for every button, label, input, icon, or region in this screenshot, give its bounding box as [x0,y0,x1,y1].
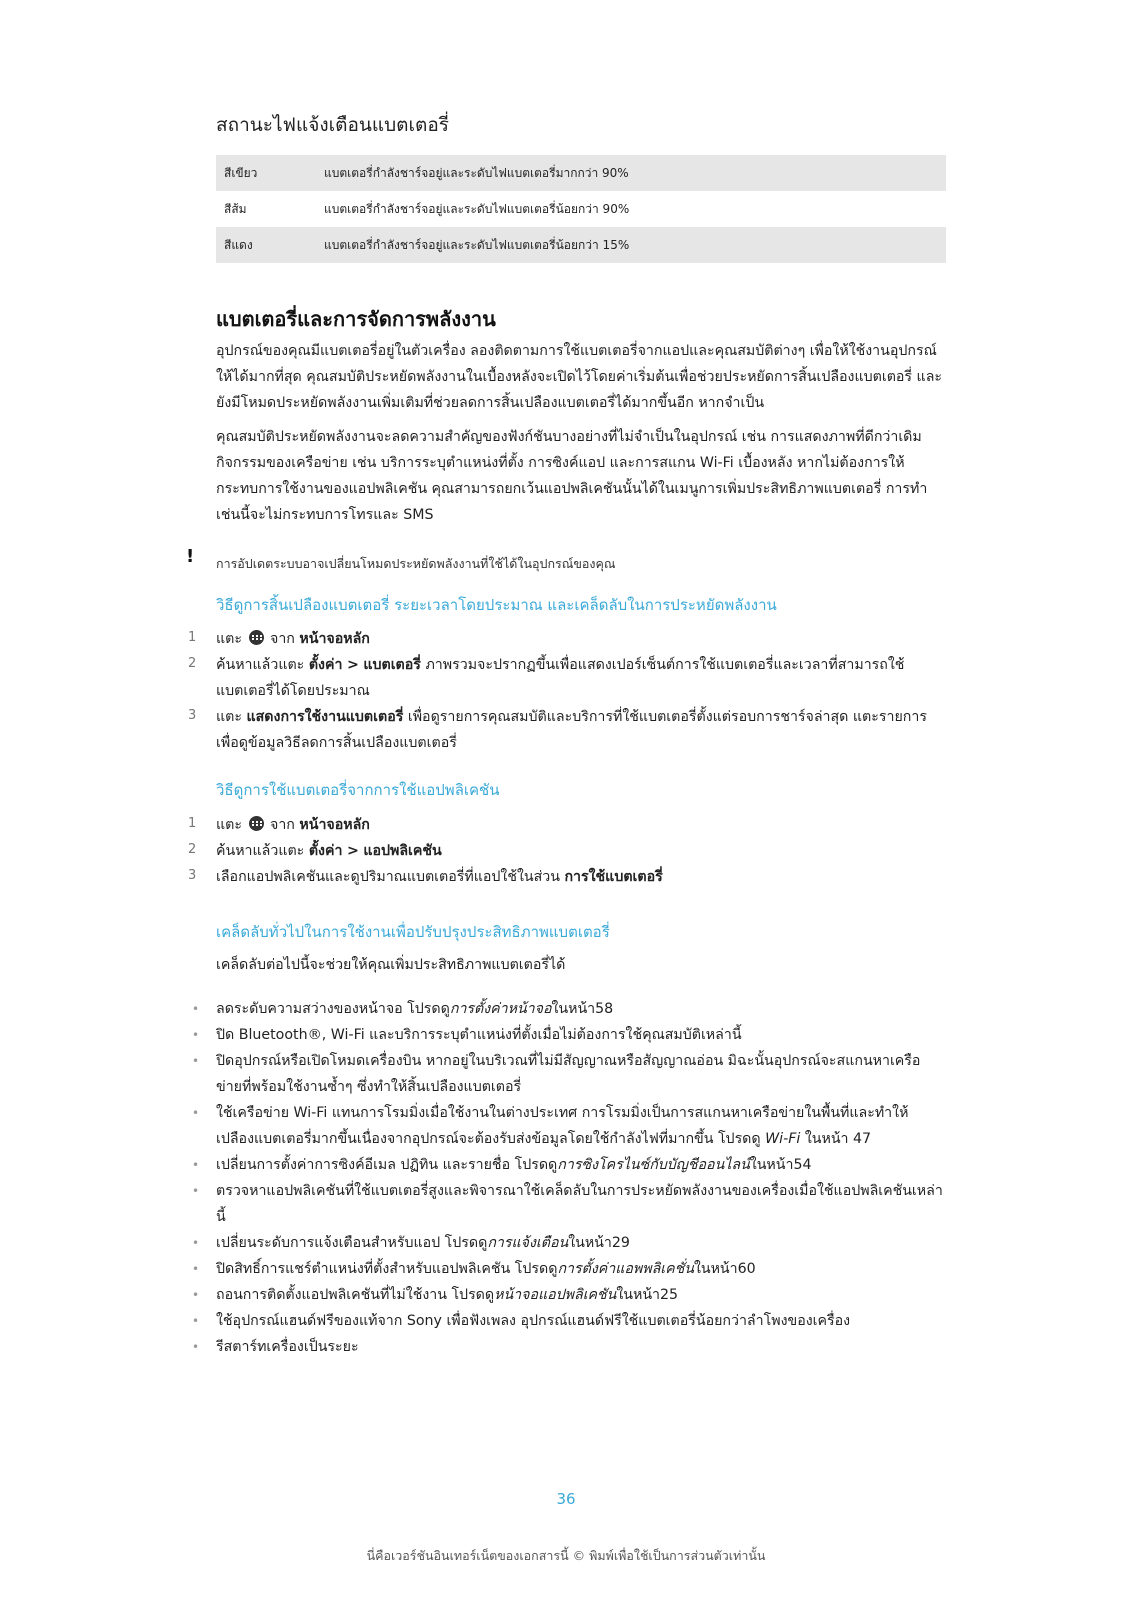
status-description: แบตเตอรี่กำลังชาร์จอยู่และระดับไฟแบตเตอรี่มากกว่า 90% [316,155,946,191]
footer-note: นี่คือเวอร์ชันอินเทอร์เน็ตของเอกสารนี้ © พิมพ์เพื่อใช้เป็นการส่วนตัวเท่านั้น [366,1548,766,1563]
subheading-battery-consumption: วิธีดูการสิ้นเปลืองแบตเตอรี่ ระยะเวลาโดยประมาณ และเคล็ดลับในการประหยัดพลังงาน [216,596,777,614]
status-color: สีแดง [216,227,316,263]
intro-paragraph: อุปกรณ์ของคุณมีแบตเตอรี่อยู่ในตัวเครื่อง ลองติดตามการใช้แบตเตอรี่จากแอปและคุณสมบัติต่างๆ เพื่อให้ใช้งานอุปกรณ์ให้ได้มากที่สุด คุณสมบัติประหยัดพลังงานในเบื้องหลังจะเปิดไว้โดยค่าเริ่มต้นเพื่อช่วยประหยัดการสิ้นเปลืองแบตเตอรี่ และยังมีโหมดประหยัดพลังงานเพิ่มเติมที่ช่วยลดการสิ้นเปลืองแบตเตอรี่ได้มากขึ้นอีก หากจำเป็น [216,343,943,411]
step-item: เลือกแอปพลิเคชันและดูปริมาณแบตเตอรี่ที่แอปใช้ในส่วน การใช้แบตเตอรี่ [216,869,663,885]
section-title: สถานะไฟแจ้งเตือนแบตเตอรี่ [216,114,449,136]
ui-label: ตั้งค่า [308,657,343,673]
apps-grid-icon [249,630,264,645]
list-item: • ถอนการติดตั้งแอปพลิเคชันที่ไม่ใช้งาน โปรดดูหน้าจอแอปพลิเคชันในหน้า25 [216,1282,946,1308]
ui-label: ตั้งค่า [308,843,343,859]
list-item: • ลดระดับความสว่างของหน้าจอ โปรดดูการตั้งค่าหน้าจอในหน้า58 [216,996,946,1022]
step-number: 3 [188,868,197,883]
step-number: 2 [188,656,197,671]
cross-reference-link[interactable]: การตั้งค่าหน้าจอ [449,1001,552,1017]
exclamation-icon: ! [186,546,195,567]
battery-status-table [216,155,946,263]
step-item: แตะ จาก หน้าจอหลัก [216,631,370,647]
tips-list [216,996,946,1360]
list-item: • ปิด Bluetooth®, Wi-Fi และบริการระบุตำแหน่งที่ตั้งเมื่อไม่ต้องการใช้คุณสมบัติเหล่านี้ [216,1022,946,1048]
status-description: แบตเตอรี่กำลังชาร์จอยู่และระดับไฟแบตเตอรี่น้อยกว่า 15% [316,227,946,263]
ui-label: หน้าจอหลัก [299,631,370,647]
stamina-paragraph: คุณสมบัติประหยัดพลังงานจะลดความสำคัญของฟังก์ชันบางอย่างที่ไม่จำเป็นในอุปกรณ์ เช่น การแสดงภาพที่ดีกว่าเดิม กิจกรรมของเครือข่าย เช่น บริการระบุตำแหน่งที่ตั้ง การซิงค์แอป และการสแกน Wi-Fi เบื้องหลัง หากไม่ต้องการให้กระทบการใช้งานของแอปพลิเคชัน คุณสามารถยกเว้นแอปพลิเคชันนั้นได้ในเมนูการเพิ่มประสิทธิภาพแบตเตอรี่ การทำเช่นนี้จะไม่กระทบการโทรและ SMS [216,429,928,523]
cross-reference-link[interactable]: การแจ้งเตือน [487,1235,569,1251]
cross-reference-link[interactable]: หน้าจอแอปพลิเคชัน [494,1287,617,1303]
note-text: การอัปเดตระบบอาจเปลี่ยนโหมดประหยัดพลังงานที่ใช้ได้ในอุปกรณ์ของคุณ [216,556,616,571]
apps-grid-icon [249,816,264,831]
list-item: • ใช้อุปกรณ์แฮนด์ฟรีของแท้จาก Sony เพื่อฟังเพลง อุปกรณ์แฮนด์ฟรีใช้แบตเตอรี่น้อยกว่าลำโพงของเครื่อง [216,1308,946,1334]
list-item: • ปิดสิทธิ์การแชร์ตำแหน่งที่ตั้งสำหรับแอปพลิเคชัน โปรดดูการตั้งค่าแอพพลิเคชั่นในหน้า60 [216,1256,946,1282]
list-item: • เปลี่ยนระดับการแจ้งเตือนสำหรับแอป โปรดดูการแจ้งเตือนในหน้า29 [216,1230,946,1256]
status-color: สีส้ม [224,201,247,216]
ui-label: แอปพลิเคชัน [363,843,442,859]
step-item: ค้นหาแล้วแตะ ตั้งค่า > แบตเตอรี่ ภาพรวมจะปรากฏขึ้นเพื่อแสดงเปอร์เซ็นต์การใช้แบตเตอรี่และเวลาที่สามารถใช้แบตเตอรี่ได้โดยประมาณ [216,657,905,699]
step-item: แตะ แสดงการใช้งานแบตเตอรี่ เพื่อดูรายการคุณสมบัติและบริการที่ใช้แบตเตอรี่ตั้งแต่รอบการชาร์จล่าสุด แตะรายการเพื่อดูข้อมูลวิธีลดการสิ้นเปลืองแบตเตอรี่ [216,709,927,751]
step-item: แตะ จาก หน้าจอหลัก [216,817,370,833]
ui-label: แสดงการใช้งานแบตเตอรี่ [246,709,404,725]
ui-label: แบตเตอรี่ [363,657,421,673]
step-number: 3 [188,708,197,723]
cross-reference-link[interactable]: Wi-Fi [765,1131,801,1147]
table-row [216,191,946,227]
subheading-app-battery-usage: วิธีดูการใช้แบตเตอรี่จากการใช้แอปพลิเคชัน [216,781,500,799]
cross-reference-link[interactable]: การตั้งค่าแอพพลิเคชั่น [557,1261,694,1277]
subheading-battery-tips: เคล็ดลับทั่วไปในการใช้งานเพื่อปรับปรุงประสิทธิภาพแบตเตอรี่ [216,923,610,941]
page-heading: แบตเตอรี่และการจัดการพลังงาน [216,307,496,331]
table-row [216,155,946,191]
list-item: • เปลี่ยนการตั้งค่าการซิงค์อีเมล ปฏิทิน และรายชื่อ โปรดดูการซิงโครไนซ์กับบัญชีออนไลน์ในหน้า54 [216,1152,946,1178]
step-number: 1 [188,630,197,645]
page-number: 36 [556,1490,576,1508]
step-number: 1 [188,816,197,831]
list-item: • ปิดอุปกรณ์หรือเปิดโหมดเครื่องบิน หากอยู่ในบริเวณที่ไม่มีสัญญาณหรือสัญญาณอ่อน มิฉะนั้นอุปกรณ์จะสแกนหาเครือข่ายที่พร้อมใช้งานซ้ำๆ ซึ่งทำให้สิ้นเปลืองแบตเตอรี่ [216,1048,946,1100]
cross-reference-link[interactable]: การซิงโครไนซ์กับบัญชีออนไลน์ [557,1157,750,1173]
ui-label: หน้าจอหลัก [299,817,370,833]
tips-intro: เคล็ดลับต่อไปนี้จะช่วยให้คุณเพิ่มประสิทธิภาพแบตเตอรี่ได้ [216,957,566,973]
table-row [216,227,946,263]
list-item: • ตรวจหาแอปพลิเคชันที่ใช้แบตเตอรี่สูงและพิจารณาใช้เคล็ดลับในการประหยัดพลังงานของเครื่องเมื่อใช้แอปพลิเคชันเหล่านี้ [216,1178,946,1230]
list-item: • รีสตาร์ทเครื่องเป็นระยะ [216,1334,946,1360]
status-description: แบตเตอรี่กำลังชาร์จอยู่และระดับไฟแบตเตอรี่น้อยกว่า 90% [324,201,630,216]
status-color: สีเขียว [216,155,316,191]
step-number: 2 [188,842,197,857]
ui-label: การใช้แบตเตอรี่ [564,869,663,885]
list-item: • ใช้เครือข่าย Wi-Fi แทนการโรมมิ่งเมื่อใช้งานในต่างประเทศ การโรมมิ่งเป็นการสแกนหาเครือข่ายในพื้นที่และทำให้เปลืองแบตเตอรี่มากขึ้นเนื่องจากอุปกรณ์จะต้องรับส่งข้อมูลโดยใช้กำลังไฟที่มากขึ้น โปรดดู Wi-Fi ในหน้า 47 [216,1100,946,1152]
step-item: ค้นหาแล้วแตะ ตั้งค่า > แอปพลิเคชัน [216,843,442,859]
